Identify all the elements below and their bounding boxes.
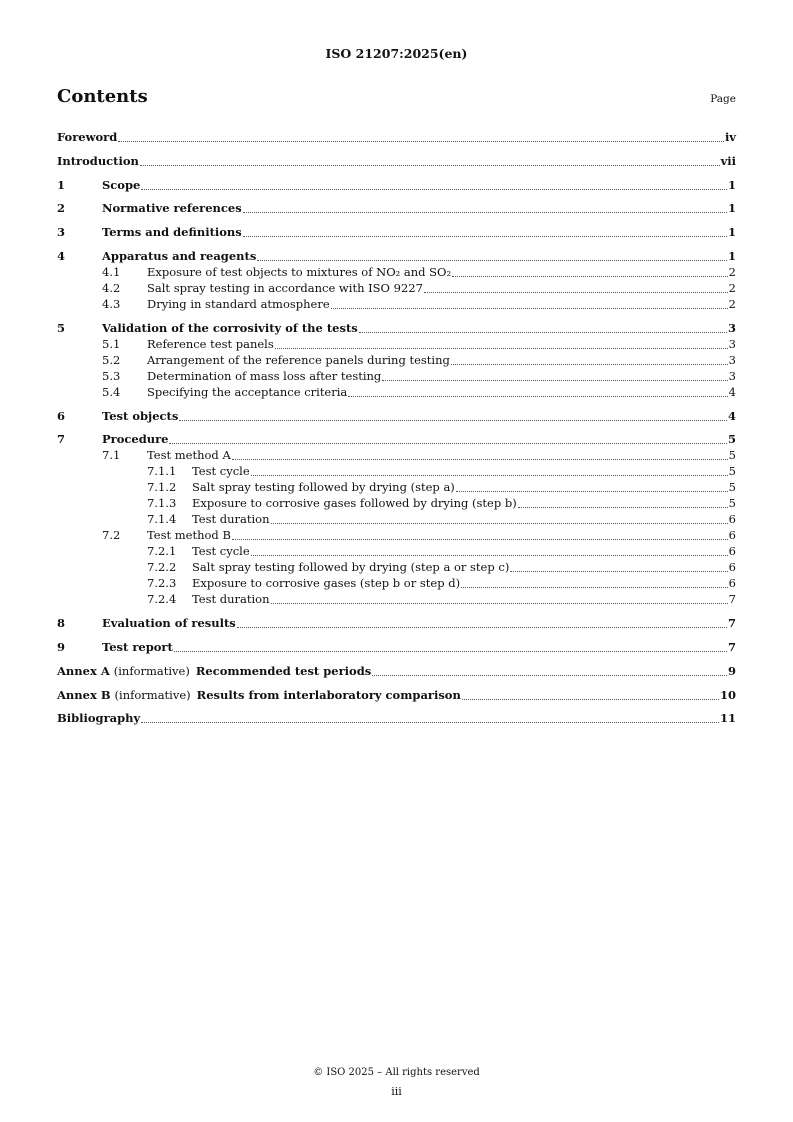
toc-entry-title: Terms and definitions (102, 225, 242, 240)
toc-entry[interactable] (57, 431, 736, 447)
toc-entry-page: 1 (727, 248, 736, 263)
document-identifier: ISO 21207:2025(en) (325, 46, 468, 61)
toc-annex-qualifier: (informative) (114, 687, 191, 702)
toc-entry-title: Test duration (192, 512, 270, 527)
toc-entry-number: 3 (57, 225, 66, 240)
toc-entry-number: 5.2 (102, 352, 121, 367)
dot-leader (424, 292, 728, 293)
toc-entry-title: Recommended test periods (195, 663, 372, 678)
toc-entry[interactable] (57, 264, 736, 280)
dot-leader (518, 507, 728, 508)
dot-leader (243, 236, 727, 237)
toc-entry-page: 1 (727, 225, 736, 240)
toc-entry-title: Drying in standard atmosphere (147, 296, 330, 311)
toc-entry-title: Test duration (192, 592, 270, 607)
toc-entry-number: 4.1 (102, 264, 121, 279)
toc-entry-number: 7.1.1 (147, 464, 177, 479)
toc-entry-number: 7.2.1 (147, 544, 177, 559)
toc-entry[interactable] (57, 543, 736, 559)
toc-entry-title: Exposure of test objects to mixtures of NO₂ and SO₂ (147, 264, 452, 279)
dot-leader (251, 555, 728, 556)
toc-entry-title: Arrangement of the reference panels during testing (147, 352, 450, 367)
toc-entry[interactable] (57, 320, 736, 336)
toc-entry[interactable] (57, 447, 736, 463)
toc-entry[interactable] (57, 129, 736, 145)
toc-entry-page: 7 (728, 592, 736, 607)
toc-entry[interactable] (57, 200, 736, 216)
toc-entry-title: Salt spray testing followed by drying (step a) (192, 480, 455, 495)
toc-entry-number: 4 (57, 248, 66, 263)
toc-entry-title: Salt spray testing followed by drying (step a or step c) (192, 560, 510, 575)
toc-entry[interactable] (57, 384, 736, 400)
dot-leader (232, 459, 728, 460)
toc-entry-page: 3 (728, 352, 736, 367)
toc-entry-number: 8 (57, 616, 66, 631)
toc-entry-page: 1 (727, 201, 736, 216)
dot-leader (271, 523, 728, 524)
toc-entry-title: Test cycle (192, 544, 250, 559)
footer-copyright: © ISO 2025 – All rights reserved (313, 1067, 480, 1078)
toc-entry-title: Procedure (102, 432, 169, 447)
toc-entry-number: 7.1.2 (147, 480, 177, 495)
toc-entry[interactable] (57, 248, 736, 264)
toc-entry-number: 5 (57, 320, 66, 335)
toc-entry[interactable] (57, 511, 736, 527)
dot-leader (331, 308, 728, 309)
toc-entry-page: 10 (719, 687, 736, 702)
dot-leader (232, 539, 728, 540)
dot-leader (174, 651, 727, 652)
toc-entry-title: Introduction (57, 153, 139, 168)
dot-leader (140, 165, 720, 166)
dot-leader (275, 348, 728, 349)
page-column-label: Page (710, 93, 736, 105)
dot-leader (456, 491, 728, 492)
toc-entry-title: Test method A (147, 448, 231, 463)
toc-entry-number: 7.1.4 (147, 512, 177, 527)
toc-entry-page: 7 (727, 639, 736, 654)
toc-entry-number: 4.3 (102, 296, 121, 311)
toc-entry-page: 2 (728, 264, 736, 279)
toc-entry-page: 5 (728, 464, 736, 479)
toc-entry-page: 4 (728, 384, 736, 399)
toc-entry-number: 7.2 (102, 528, 121, 543)
toc-entry-page: 5 (728, 480, 736, 495)
toc-entry-page: 6 (728, 512, 736, 527)
toc-entry[interactable] (57, 527, 736, 543)
toc-entry-page: 2 (728, 280, 736, 295)
toc-entry-title: Reference test panels (147, 336, 274, 351)
dot-leader (452, 276, 728, 277)
toc-entry-number: 5.1 (102, 336, 121, 351)
dot-leader (462, 699, 719, 700)
toc-annex-label: Annex B (57, 687, 111, 702)
toc-entry[interactable] (57, 710, 736, 726)
toc-entry-title: Results from interlaboratory comparison (196, 687, 461, 702)
dot-leader (359, 332, 727, 333)
toc-entry[interactable] (57, 352, 736, 368)
toc-entry-title: Bibliography (57, 711, 141, 726)
toc-entry[interactable] (57, 408, 736, 424)
dot-leader (141, 722, 719, 723)
toc-entry-title: Exposure to corrosive gases (step b or step d) (192, 576, 461, 591)
toc-entry-title: Apparatus and reagents (102, 248, 257, 263)
dot-leader (141, 189, 727, 190)
toc-entry-title: Specifying the acceptance criteria (147, 384, 348, 399)
dot-leader (510, 571, 727, 572)
toc-entry[interactable] (57, 177, 736, 193)
toc-entry[interactable] (57, 224, 736, 240)
dot-leader (461, 587, 728, 588)
toc-annex-label: Annex A (57, 663, 110, 678)
dot-leader (372, 675, 727, 676)
toc-entry-title: Test method B (147, 528, 231, 543)
contents-heading: Contents (57, 86, 148, 107)
toc-entry-number: 9 (57, 639, 66, 654)
dot-leader (179, 420, 727, 421)
toc-entry-title: Test cycle (192, 464, 250, 479)
dot-leader (237, 627, 727, 628)
toc-entry[interactable] (57, 591, 736, 607)
toc-entry-page: 7 (727, 616, 736, 631)
toc-entry[interactable] (57, 559, 736, 575)
dot-leader (451, 364, 728, 365)
toc-entry-page: 6 (728, 544, 736, 559)
toc-entry[interactable] (57, 575, 736, 591)
toc-entry-page: 1 (727, 177, 736, 192)
dot-leader (251, 475, 728, 476)
toc-entry-page: 3 (727, 320, 736, 335)
toc-entry-title: Test objects (102, 408, 179, 423)
toc-entry-number: 6 (57, 408, 66, 423)
toc-entry-page: 5 (728, 496, 736, 511)
toc-entry-title: Exposure to corrosive gases followed by drying (step b) (192, 496, 517, 511)
toc-entry[interactable] (57, 615, 736, 631)
toc-entry-number: 5.3 (102, 368, 121, 383)
toc-entry[interactable] (57, 687, 736, 703)
toc-entry-title: Salt spray testing in accordance with ISO 9227 (147, 280, 423, 295)
toc-entry[interactable] (57, 479, 736, 495)
toc-entry-page: 6 (728, 528, 736, 543)
dot-leader (169, 443, 727, 444)
toc-entry-title: Normative references (102, 201, 242, 216)
toc-entry-page: 3 (728, 336, 736, 351)
toc-entry-number: 1 (57, 177, 66, 192)
toc-entry-page: 6 (728, 560, 736, 575)
toc-entry-page: 4 (727, 408, 736, 423)
toc-entry-number: 7.1.3 (147, 496, 177, 511)
toc-entry[interactable] (57, 463, 736, 479)
toc-entry-number: 7.2.3 (147, 576, 177, 591)
toc-entry-page: 6 (728, 576, 736, 591)
toc-entry-page: 9 (727, 663, 736, 678)
toc-entry[interactable] (57, 153, 736, 169)
toc-entry-number: 7 (57, 432, 66, 447)
toc-entry[interactable] (57, 296, 736, 312)
toc-entry-page: iv (724, 130, 736, 144)
toc-entry-title: Foreword (57, 130, 118, 144)
dot-leader (118, 141, 724, 142)
footer-page-number: iii (391, 1085, 402, 1098)
toc-entry[interactable] (57, 663, 736, 679)
toc-entry-number: 7.2.4 (147, 592, 177, 607)
toc-entry-number: 7.1 (102, 448, 121, 463)
toc-entry[interactable] (57, 280, 736, 296)
toc-entry-page: 5 (727, 432, 736, 447)
toc-entry-page: vii (720, 153, 736, 168)
dot-leader (382, 380, 727, 381)
toc-annex-qualifier: (informative) (113, 663, 190, 678)
toc-entry-page: 5 (728, 448, 736, 463)
toc-entry-number: 2 (57, 201, 66, 216)
toc-entry-number: 7.2.2 (147, 560, 177, 575)
toc-entry-title: Scope (102, 177, 141, 192)
toc-entry-title: Evaluation of results (102, 616, 236, 631)
toc-entry-page: 11 (719, 711, 736, 726)
toc-entry-title: Validation of the corrosivity of the tests (102, 320, 358, 335)
toc-entry[interactable] (57, 495, 736, 511)
dot-leader (271, 603, 728, 604)
table-of-contents (57, 129, 736, 726)
toc-entry[interactable] (57, 336, 736, 352)
toc-entry-number: 5.4 (102, 384, 121, 399)
toc-entry-page: 3 (728, 368, 736, 383)
toc-entry-title: Determination of mass loss after testing (147, 368, 382, 383)
toc-entry-title: Test report (102, 639, 173, 654)
dot-leader (257, 260, 727, 261)
toc-entry-page: 2 (728, 296, 736, 311)
dot-leader (348, 396, 727, 397)
dot-leader (243, 212, 727, 213)
toc-entry[interactable] (57, 639, 736, 655)
toc-entry-number: 4.2 (102, 280, 121, 295)
toc-entry[interactable] (57, 368, 736, 384)
